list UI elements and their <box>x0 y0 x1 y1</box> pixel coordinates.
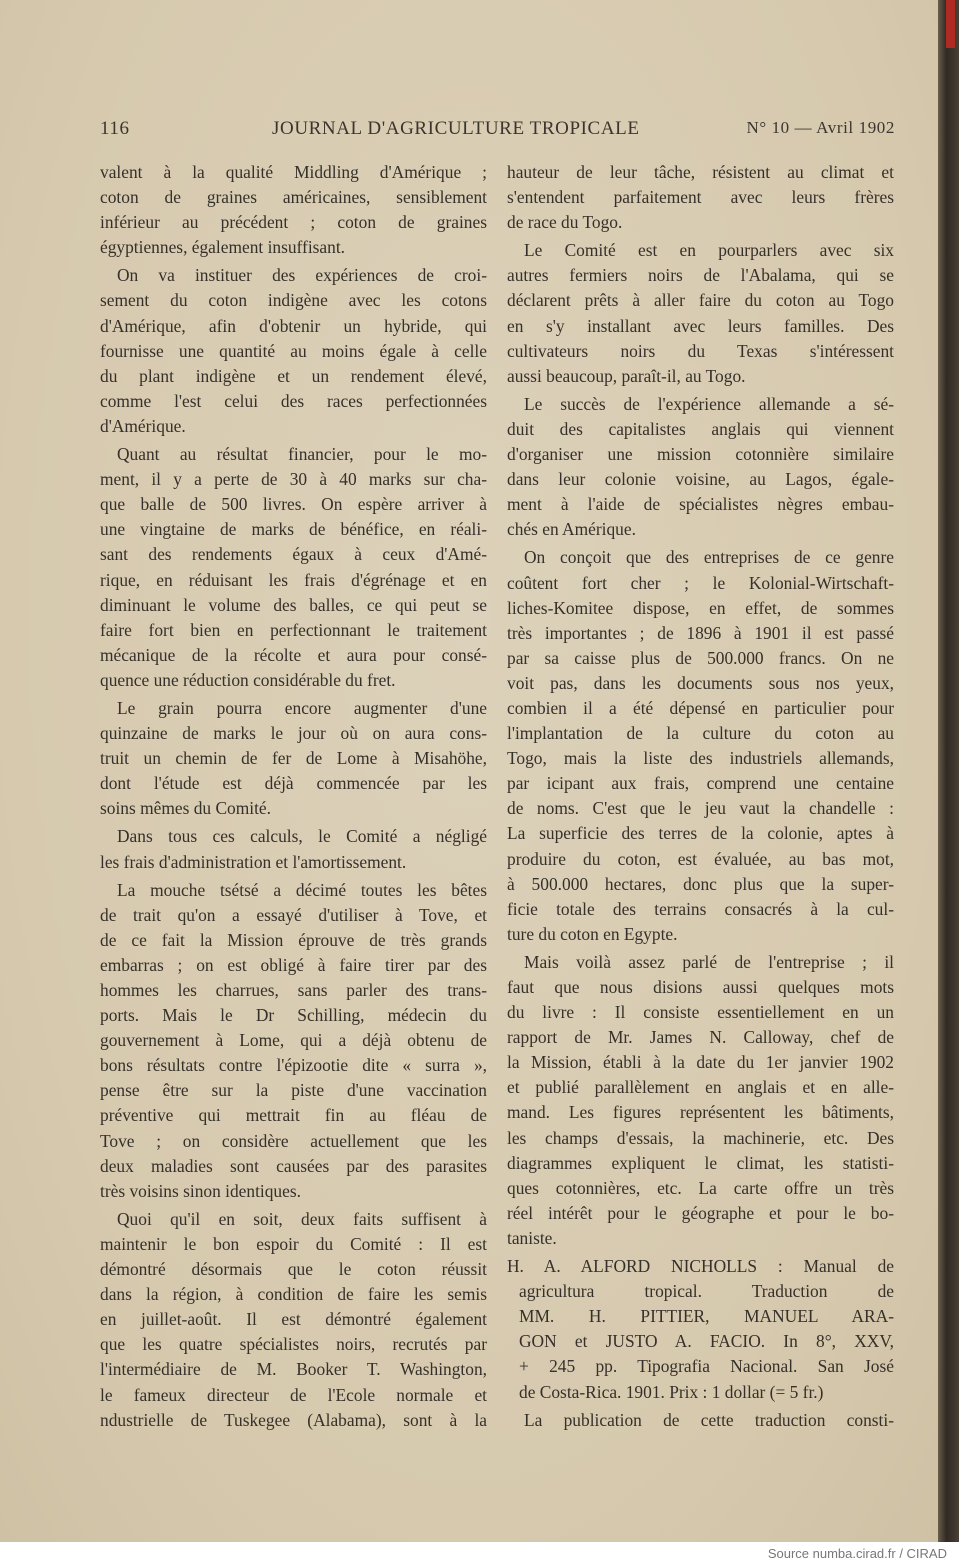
paragraph <box>100 824 487 874</box>
text-line: liches-Komitee dispose, en effet, de sommes <box>507 597 894 618</box>
text-line: pense être sur la piste d'une vaccination <box>100 1080 487 1101</box>
text-line: gouvernement à Lome, qui a déjà obtenu de <box>100 1030 487 1051</box>
text-line: faire fort bien en perfectionnant le traitement <box>100 619 487 640</box>
text-line: MM. H. PITTIER, MANUEL ARA- <box>519 1306 894 1327</box>
bibliography-entry <box>507 1254 894 1405</box>
text-line: réel intérêt pour le géographe et pour le bo- <box>507 1202 894 1223</box>
text-line: égyptiennes, également insuffisant. <box>100 237 346 258</box>
text-line: produire du coton, est évaluée, au bas mot, <box>507 848 894 869</box>
paragraph <box>507 950 894 1251</box>
text-line: très voisins sinon identiques. <box>100 1180 301 1201</box>
text-line: quinzaine de marks le jour où on aura cons- <box>100 723 487 744</box>
text-line: Mais voilà assez parlé de l'entreprise ; il <box>524 951 894 972</box>
text-line: agricultura tropical. Traduction de <box>519 1281 894 1302</box>
paragraph <box>507 238 894 389</box>
text-line: GON et JUSTO A. FACIO. In 8°, XXV, <box>519 1331 894 1352</box>
text-line: rapport de Mr. James N. Calloway, chef de <box>507 1027 894 1048</box>
text-line: autres fermiers noirs de l'Abalama, qui se <box>507 265 894 286</box>
bookmark-ribbon <box>946 0 955 48</box>
text-line: coton de graines américaines, sensiblement <box>100 187 487 208</box>
text-line: de Costa-Rica. 1901. Prix : 1 dollar (= 5 fr.) <box>519 1381 824 1402</box>
text-line: Dans tous ces calculs, le Comité a négligé <box>117 826 487 847</box>
text-line: en juillet-août. Il est démontré également <box>100 1309 487 1330</box>
text-line: de trait qu'on a essayé d'utiliser à Tove, et <box>100 904 487 925</box>
text-line: Le Comité est en pourparlers avec six <box>524 240 894 261</box>
text-line: embarras ; on est obligé à faire tirer par des <box>100 954 487 975</box>
text-line: diminuant le volume des balles, ce qui peut se <box>100 594 487 615</box>
paragraph <box>100 696 487 821</box>
text-line: maintenir le bon espoir du Comité : Il est <box>100 1233 487 1254</box>
text-line: aussi beaucoup, paraît-il, au Togo. <box>507 365 746 386</box>
paragraph <box>507 1408 894 1433</box>
text-line: ndustrielle de Tuskegee (Alabama), sont à la <box>100 1409 487 1430</box>
text-line: cultivateurs noirs du Texas s'intéressent <box>507 340 894 361</box>
text-line: taniste. <box>507 1227 557 1248</box>
text-line: La superficie des terres de la colonie, aptes à <box>507 823 894 844</box>
text-line: déclarent prêts à aller faire du coton au Togo <box>507 290 894 311</box>
paragraph <box>100 1207 487 1433</box>
text-line: que balle de 500 livres. On espère arriver à <box>100 494 487 515</box>
text-line: coûtent fort cher ; le Kolonial-Wirtschaft- <box>507 572 894 593</box>
paragraph <box>507 392 894 543</box>
text-line: d'Amérique, afin d'obtenir un hybride, qui <box>100 315 487 336</box>
text-line: ficie totale des terrains consacrés à la cul- <box>507 898 894 919</box>
text-line: s'entendent parfaitement avec leurs frères <box>507 187 894 208</box>
text-line: et publié parallèlement en anglais et en alle- <box>507 1077 894 1098</box>
running-header <box>100 118 895 148</box>
text-line: deux maladies sont causées par des parasites <box>100 1155 487 1176</box>
paragraph <box>100 263 487 439</box>
text-line: comme l'est celui des races perfectionnées <box>100 390 487 411</box>
text-line: de noms. C'est que le jeu vaut la chandelle : <box>507 798 894 819</box>
text-line: voit pas, dans les documents sous nos yeux, <box>507 672 894 693</box>
text-line: Quant au résultat financier, pour le mo- <box>117 444 487 465</box>
source-credit: Source numba.cirad.fr / CIRAD <box>767 1546 947 1561</box>
text-line: On conçoit que des entreprises de ce genre <box>524 547 894 568</box>
text-line: bons résultats contre l'épizootie dite « surra », <box>100 1055 487 1076</box>
left-column <box>100 160 487 1436</box>
text-line: ports. Mais le Dr Schilling, médecin du <box>100 1005 487 1026</box>
text-line: par icipant aux frais, comprend une centaine <box>507 773 894 794</box>
page-number: 116 <box>100 118 130 139</box>
text-line: rique, en réduisant les frais d'égrénage et en <box>100 569 487 590</box>
text-line: Le succès de l'expérience allemande a sé- <box>524 393 894 414</box>
text-line: sement du coton indigène avec les cotons <box>100 290 487 311</box>
text-line: inférieur au précédent ; coton de graines <box>100 212 487 233</box>
text-line: + 245 pp. Tipografia Nacional. San José <box>519 1356 894 1377</box>
text-line: de ce fait la Mission éprouve de très grands <box>100 929 487 950</box>
text-line: d'Amérique. <box>100 415 186 436</box>
text-line: hommes les charrues, sans parler des trans- <box>100 980 487 1000</box>
text-line: mand. Les figures représentent les bâtiments, <box>507 1102 894 1123</box>
text-line: faut que nous disions aussi quelques mots <box>507 977 894 997</box>
text-line: du plant indigène et un rendement élevé, <box>100 365 487 386</box>
text-line: Le grain pourra encore augmenter d'une <box>117 697 487 718</box>
text-line: l'implantation de la culture du coton au <box>507 723 894 744</box>
text-line: valent à la qualité Middling d'Amérique ; <box>100 162 487 182</box>
journal-title: JOURNAL D'AGRICULTURE TROPICALE <box>272 118 640 139</box>
text-line: combien il a été dépensé en particulier pour <box>507 697 894 718</box>
text-line: H. A. ALFORD NICHOLLS : Manual de <box>507 1256 894 1277</box>
text-line: à 500.000 hectares, donc plus que la super- <box>507 873 894 894</box>
text-line: truit un chemin de fer de Lome à Misahöhe, <box>100 748 487 769</box>
text-line: très importantes ; de 1896 à 1901 il est passé <box>507 622 894 643</box>
text-line: dans leur colonie voisine, au Lagos, égale- <box>507 469 894 490</box>
text-line: du livre : Il consiste essentiellement en un <box>507 1002 894 1023</box>
text-line: d'organiser une mission cotonnière similaire <box>507 444 894 465</box>
text-line: la Mission, établi à la date du 1er janvier 1902 <box>507 1052 894 1073</box>
text-line: ques cotonnières, etc. La carte offre un très <box>507 1177 894 1198</box>
paragraph <box>507 160 894 235</box>
text-line: fournisse une quantité au moins égale à celle <box>100 340 487 361</box>
text-line: dans la région, à condition de faire les semis <box>100 1284 487 1305</box>
paragraph <box>507 545 894 947</box>
text-line: l'intermédiaire de M. Booker T. Washington, <box>100 1359 487 1380</box>
text-line: diagrammes expliquent le climat, les statisti- <box>507 1152 894 1173</box>
issue-info: N° 10 — Avril 1902 <box>746 118 895 137</box>
text-line: hauteur de leur tâche, résistent au climat et <box>507 162 894 182</box>
text-line: de race du Togo. <box>507 212 623 233</box>
text-line: Togo, mais la liste des industriels allemands, <box>507 748 894 769</box>
text-line: ture du coton en Egypte. <box>507 923 678 944</box>
text-line: les champs d'essais, la machinerie, etc. Des <box>507 1127 894 1148</box>
text-line: La mouche tsétsé a décimé toutes les bêtes <box>117 879 487 900</box>
text-line: sant des rendements égaux à ceux d'Amé- <box>100 544 487 565</box>
text-line: le fameux directeur de l'Ecole normale et <box>100 1384 487 1405</box>
paragraph <box>100 442 487 693</box>
text-line: Quoi qu'il en soit, deux faits suffisent à <box>117 1208 487 1229</box>
text-line: La publication de cette traduction consti- <box>524 1409 894 1430</box>
text-line: une vingtaine de marks de bénéfice, en réali- <box>100 519 487 540</box>
text-line: soins mêmes du Comité. <box>100 798 272 819</box>
paragraph <box>100 878 487 1204</box>
text-line: duit des capitalistes anglais qui viennent <box>507 418 894 439</box>
text-line: préventive qui mettrait fin au fléau de <box>100 1105 487 1126</box>
text-line: les frais d'administration et l'amortissement. <box>100 851 407 872</box>
text-line: par sa caisse plus de 500.000 francs. On ne <box>507 647 894 668</box>
text-line: Tove ; on considère actuellement que les <box>100 1130 487 1151</box>
text-line: que les quatre spécialistes noirs, recrutés par <box>100 1334 487 1355</box>
book-edge <box>938 0 959 1542</box>
text-line: dont l'étude est déjà commencée par les <box>100 773 487 794</box>
right-column <box>507 160 894 1436</box>
text-line: ment, il y a perte de 30 à 40 marks sur cha- <box>100 469 487 490</box>
paragraph <box>100 160 487 260</box>
text-line: On va instituer des expériences de croi- <box>117 265 487 286</box>
text-line: en s'y installant avec leurs familles. Des <box>507 315 894 336</box>
text-line: démontré désormais que le coton réussit <box>100 1259 487 1280</box>
text-line: chés en Amérique. <box>507 519 636 540</box>
text-line: quence une réduction considérable du fret. <box>100 669 396 690</box>
text-line: mécanique de la récolte et aura pour consé- <box>100 644 487 665</box>
text-line: ment à l'aide de spécialistes nègres embau- <box>507 494 894 515</box>
